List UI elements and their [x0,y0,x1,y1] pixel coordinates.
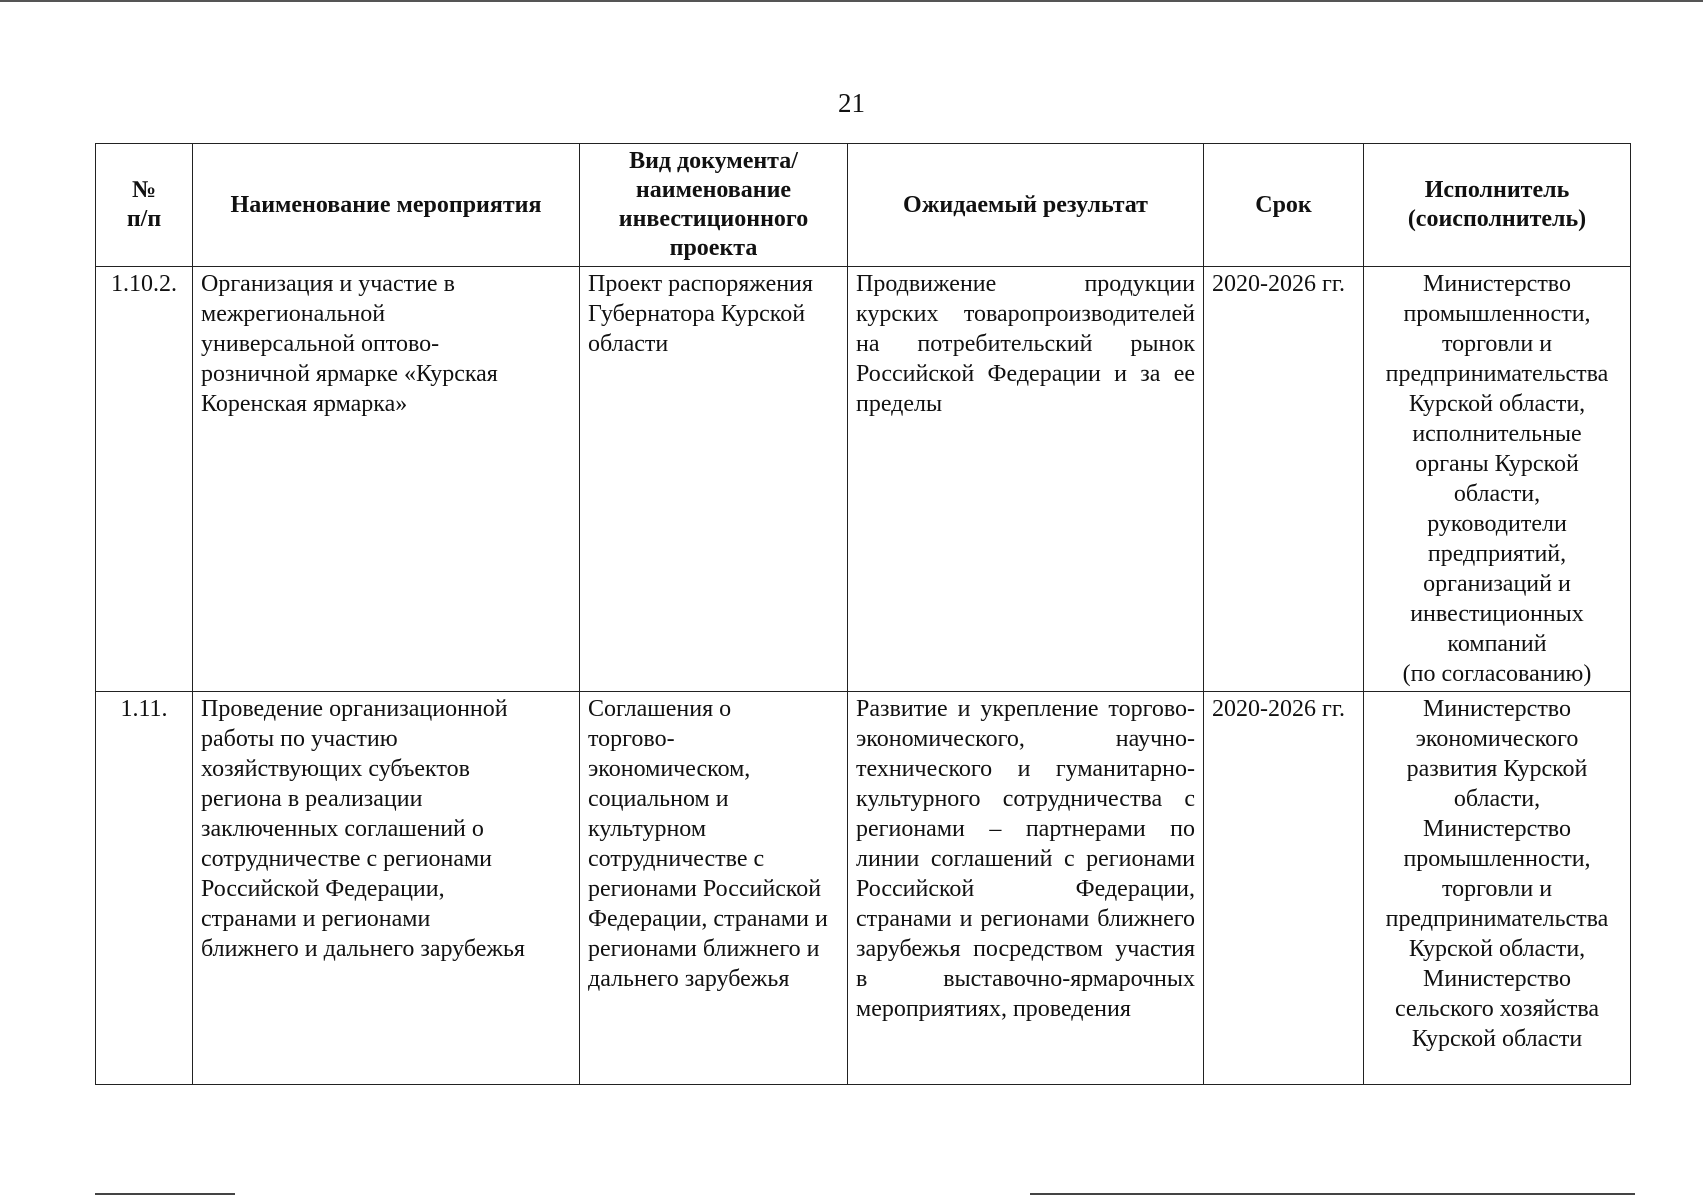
header-result: Ожидаемый результат [848,144,1204,267]
table-row [96,267,1631,692]
row-executor: Министерство промышленности, торговли и предпринимательства Курской области, исполнительные органы Курской области, руководители предприятий, организаций и инвестиционных компаний (по согласованию) [1364,267,1631,692]
row-name: Организация и участие в межрегиональной универсальной оптово- розничной ярмарке «Курская Коренская ярмарка» [193,267,580,692]
page-number: 21 [838,88,865,118]
row-executor: Министерство экономического развития Курской области, Министерство промышленности, торговли и предпринимательства Курской области, Министерство сельского хозяйства Курской области [1364,692,1631,1085]
row-doc: Проект распоряжения Губернатора Курской области [580,267,848,692]
header-executor: Исполнитель (соисполнитель) [1364,144,1631,267]
row-num: 1.10.2. [96,267,193,692]
header-term: Срок [1204,144,1364,267]
bottom-mark [1030,1193,1635,1195]
bottom-mark [95,1193,235,1195]
row-term: 2020-2026 гг. [1204,692,1364,1085]
header-num: № п/п [96,144,193,267]
activities-table [95,143,1631,1085]
header-doc: Вид документа/ наименование инвестиционного проекта [580,144,848,267]
row-doc: Соглашения о торгово- экономическом, социальном и культурном сотрудничестве с регионами Российской Федерации, странами и регионами ближнего и дальнего зарубежья [580,692,848,1085]
row-result: Продвижение продукции курских товаропроизводителей на потребительский рынок Российской Федерации и за ее пределы [848,267,1204,692]
row-name: Проведение организационной работы по участию хозяйствующих субъектов региона в реализации заключенных соглашений о сотрудничестве с регионами Российской Федерации, странами и регионами ближнего и дальнего зарубежья [193,692,580,1085]
table-header-row [96,144,1631,267]
table-row [96,692,1631,1085]
header-name: Наименование мероприятия [193,144,580,267]
row-num: 1.11. [96,692,193,1085]
scan-bottom-edge [95,1193,1635,1196]
row-term: 2020-2026 гг. [1204,267,1364,692]
scan-top-edge [0,0,1703,2]
row-result: Развитие и укрепление торгово-экономического, научно-технического и гуманитарно-культурного сотрудничества с регионами – партнерами по линии соглашений с регионами Российской Федерации, странами и регионами ближнего зарубежья посредством участия в выставочно-ярмарочных мероприятиях, проведения [848,692,1204,1085]
